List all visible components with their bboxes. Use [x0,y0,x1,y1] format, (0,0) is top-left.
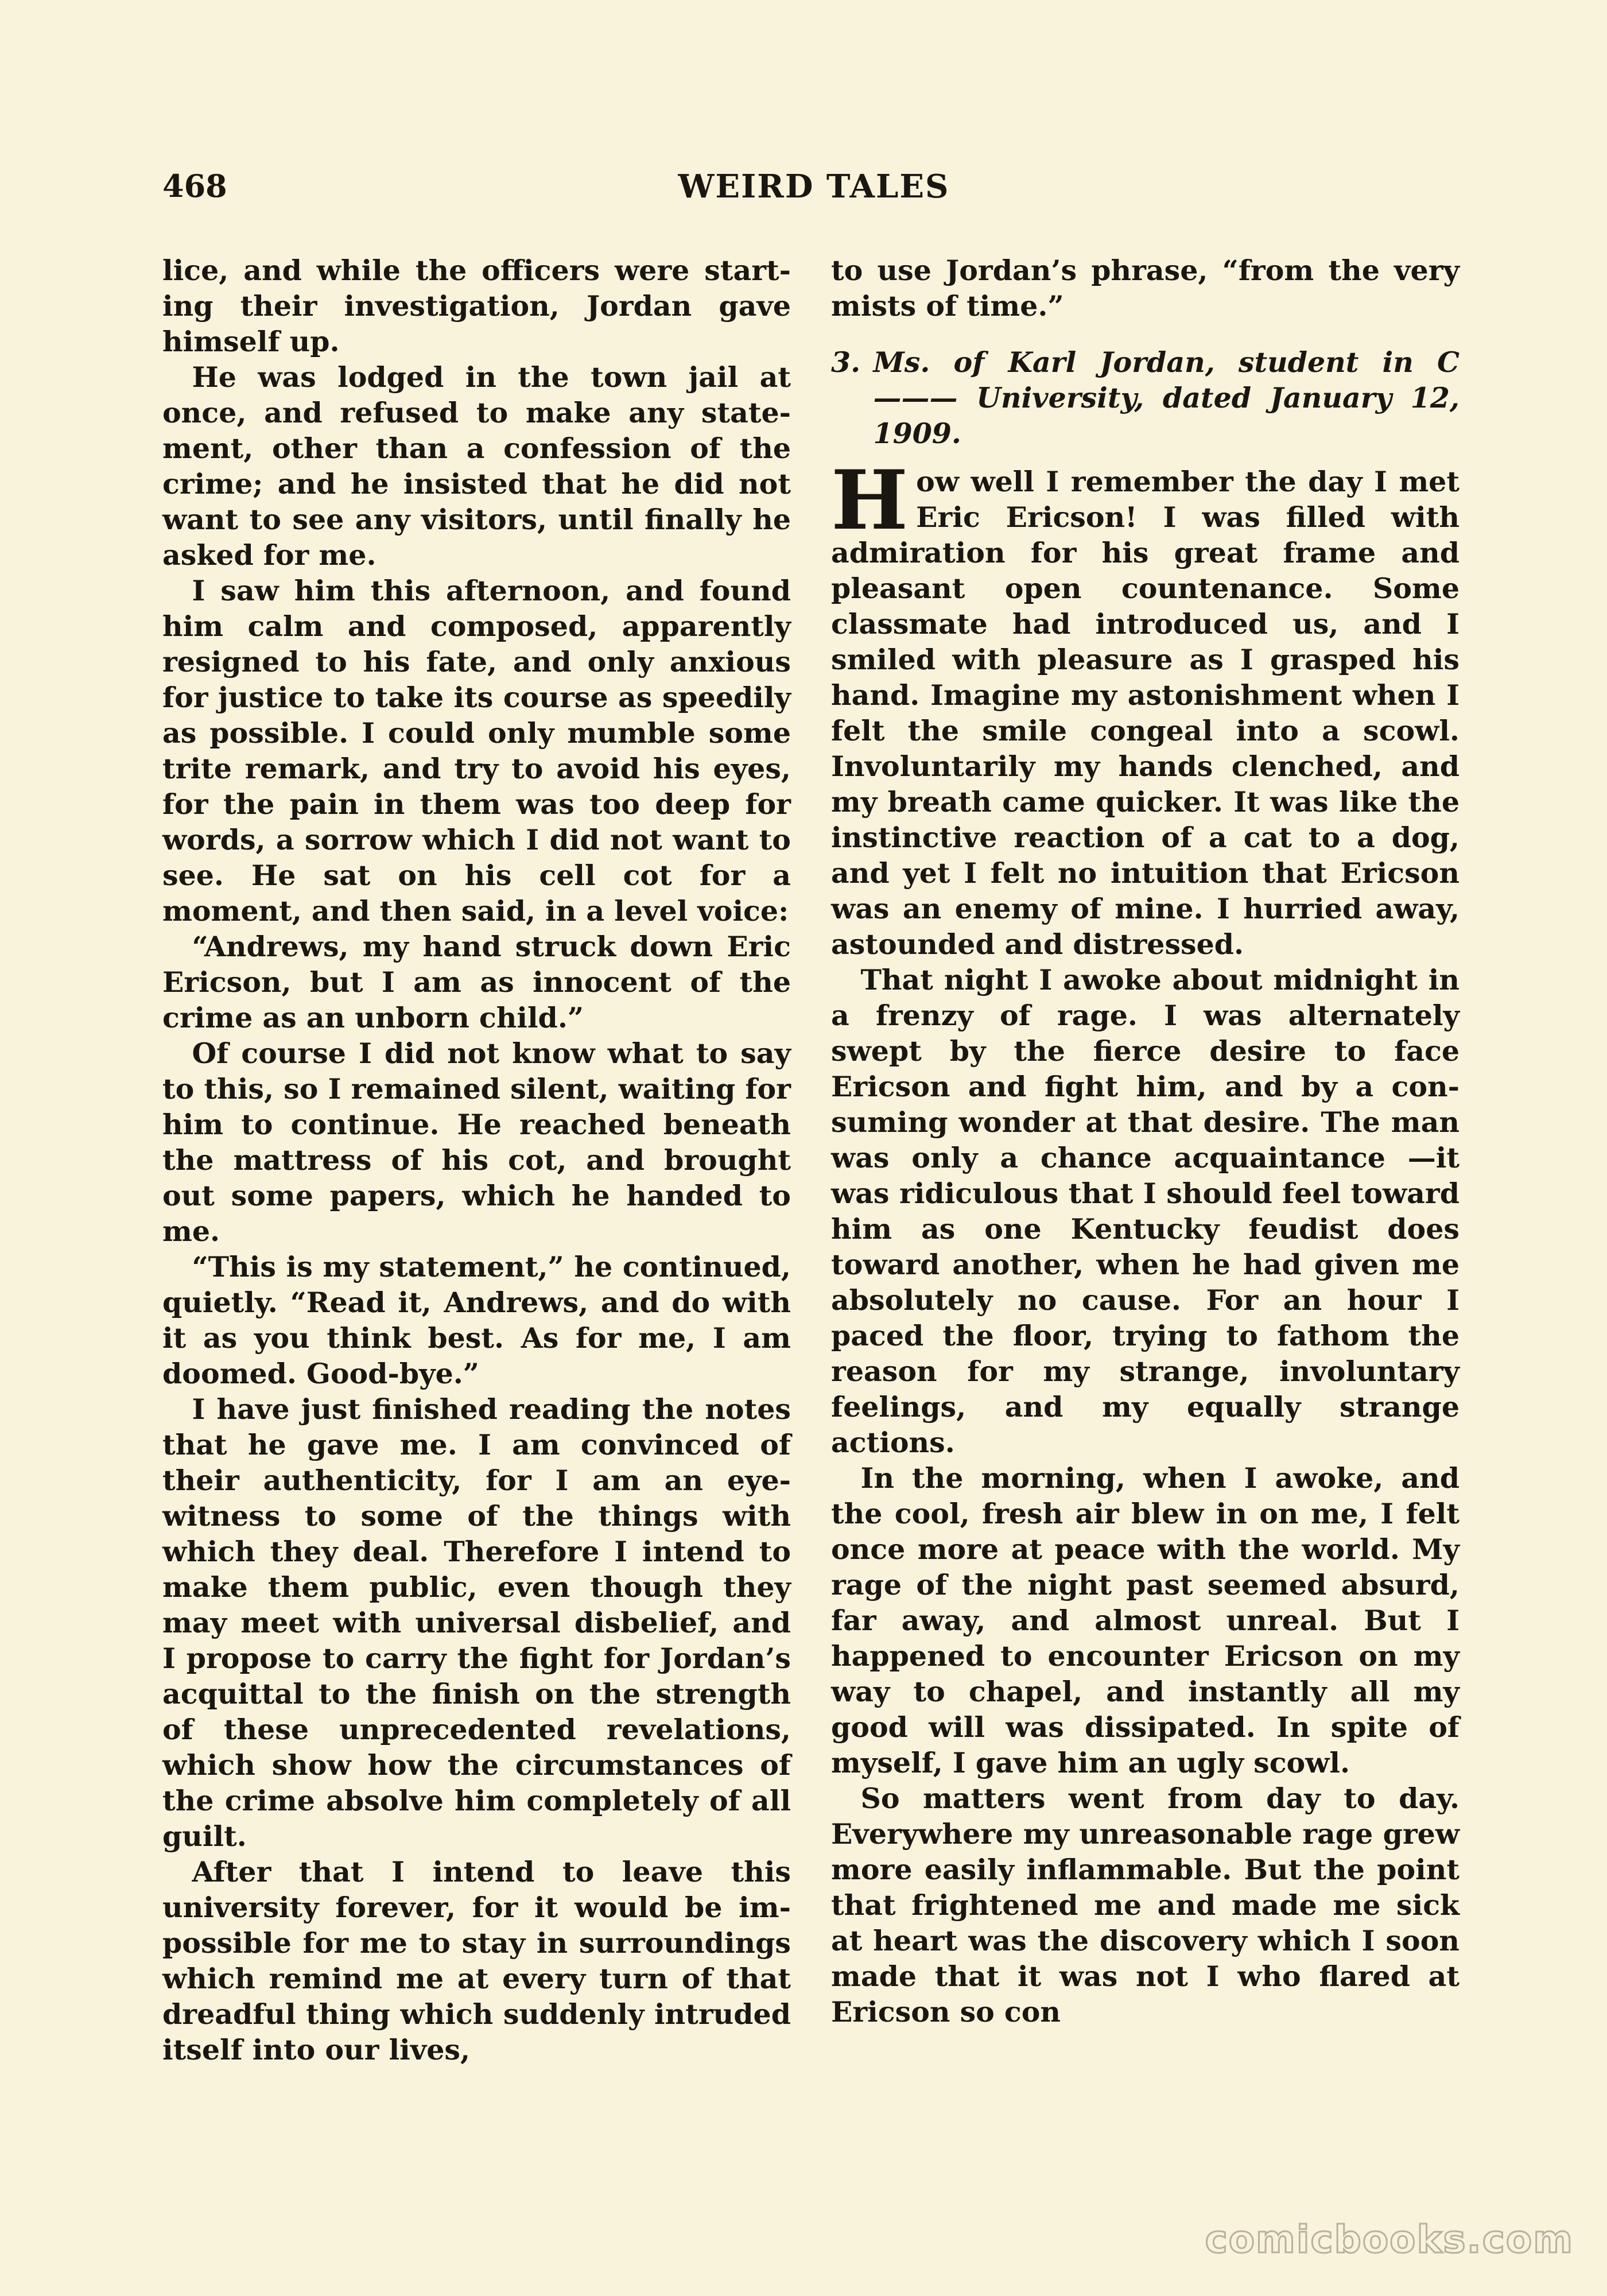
section-heading [831,344,1460,451]
paragraph-text: ow well I remember the day I met Eric Ericson! I was filled with admiration for his great frame and pleasant open countenance. Some classmate had introduced us, and I smiled with pleasure as I grasped his hand. Imagine my astonishment when I felt the smile congeal into a scowl. Involuntarily my hands clenched, and my breath came quicker. It was like the instinctive reaction of a cat to a dog, and yet I felt no intuition that Ericson was an enemy of mine. I hurried away, astounded and distressed. [831,465,1460,961]
paragraph [831,453,1460,962]
section-heading-text: Ms. of Karl Jordan, student in C——— University, dated January 12, 1909. [873,346,1460,450]
paragraph: “This is my statement,” he continued, quietly. “Read it, Andrews, and do with it as you think best. As for me, I am doomed. Good-bye.” [162,1250,791,1390]
watermark: comicbooks.com [1205,2217,1574,2262]
page-header [162,168,1465,209]
paragraph: That night I awoke about midnight in a frenzy of rage. I was alternately swept by the fierce desire to face Ericson and fight him, and by a consuming wonder at that desire. The man was only a chance acquaintance —it was ridiculous that I should feel toward him as one Kentucky feudist does toward another, when he had given me absolutely no cause. For an hour I paced the floor, trying to fathom the reason for my strange, involuntary feelings, and my equally strange actions. [831,963,1460,1459]
page-number: 468 [162,168,227,204]
section-number: 3. [831,346,861,379]
running-head: WEIRD TALES [678,168,950,205]
drop-cap: H [831,453,909,548]
right-column [831,253,1460,2030]
paragraph: I have just finished reading the notes that he gave me. I am convinced of their authenticity, for I am an eye-witness to some of the things with which they deal. Therefore I intend to make them public, even though they may meet with universal disbelief, and I propose to carry the fight for Jordan’s acquittal to the finish on the strength of these unprecedented revelations, which show how the circumstances of the crime absolve him completely of all guilt. [162,1393,791,1853]
paragraph: After that I intend to leave this university forever, for it would be impossible for me to stay in surroundings which remind me at every turn of that dreadful thing which suddenly intruded itself into our lives, [162,1855,791,2066]
paragraph: So matters went from day to day. Everywhere my unreasonable rage grew more easily inflammable. But the point that frightened me and made me sick at heart was the discovery which I soon made that it was not I who flared at Ericson so con [831,1782,1460,2029]
paragraph: Of course I did not know what to say to this, so I remained silent, waiting for him to continue. He reached beneath the mattress of his cot, and brought out some papers, which he handed to me. [162,1037,791,1248]
paragraph: to use Jordan’s phrase, “from the very mists of time.” [831,254,1460,323]
left-column [162,253,791,2068]
paragraph: He was lodged in the town jail at once, and refused to make any statement, other than a confession of the crime; and he insisted that he did not want to see any visitors, until finally he asked for me. [162,360,791,572]
paragraph: “Andrews, my hand struck down Eric Ericson, but I am as innocent of the crime as an unborn child.” [162,930,791,1034]
paragraph: I saw him this afternoon, and found him calm and composed, apparently resigned to his fate, and only anxious for justice to take its course as speedily as possible. I could only mumble some trite remark, and try to avoid his eyes, for the pain in them was too deep for words, a sorrow which I did not want to see. He sat on his cell cot for a moment, and then said, in a level voice: [162,574,791,928]
paragraph: lice, and while the officers were starting their investigation, Jordan gave himself up. [162,254,791,358]
paragraph: In the morning, when I awoke, and the cool, fresh air blew in on me, I felt once more at peace with the world. My rage of the night past seemed absurd, far away, and almost unreal. But I happened to encounter Ericson on my way to chapel, and instantly all my good will was dissipated. In spite of myself, I gave him an ugly scowl. [831,1461,1460,1779]
